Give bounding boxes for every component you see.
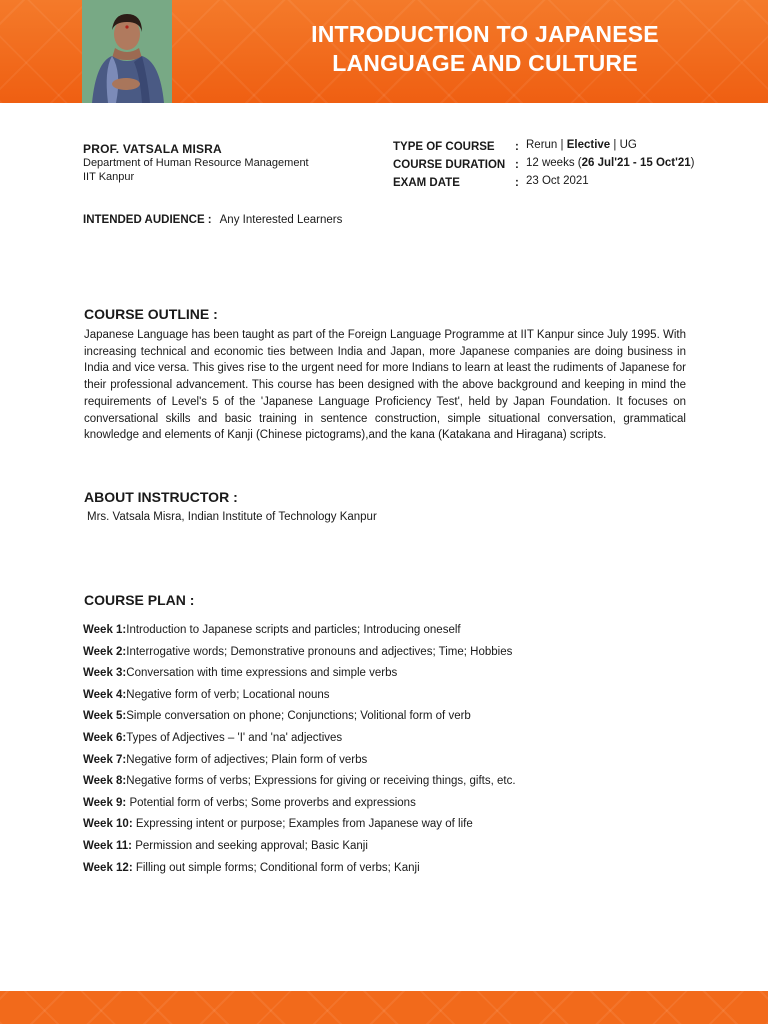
plan-week-row [83,860,703,882]
meta-duration-value-bold: 26 Jul'21 - 15 Oct'21 [581,157,691,169]
plan-week-row [83,708,703,730]
plan-week-row [83,665,703,687]
meta-duration-label: COURSE DURATION [393,159,506,171]
plan-week-row [83,816,703,838]
about-instructor-heading: ABOUT INSTRUCTOR : [84,489,238,505]
plan-week-topic: Interrogative words; Demonstrative pronouns and adjectives; Time; Hobbies [126,645,513,658]
course-plan-list [83,622,703,881]
instructor-department: Department of Human Resource Management [83,157,309,169]
about-instructor-text: Mrs. Vatsala Misra, Indian Institute of Technology Kanpur [87,511,377,523]
plan-week-topic: Conversation with time expressions and simple verbs [126,667,398,680]
instructor-portrait-image [82,0,172,103]
course-title-line-2: LANGUAGE AND CULTURE [332,50,638,76]
instructor-institute: IIT Kanpur [83,171,135,183]
plan-week-row [83,730,703,752]
plan-week-topic: Expressing intent or purpose; Examples from Japanese way of life [132,818,473,831]
plan-week-label: Week 5: [83,710,127,723]
plan-week-topic: Potential form of verbs; Some proverbs and expressions [126,796,416,809]
plan-week-label: Week 7: [83,753,127,766]
meta-type-value-pre: Rerun | [526,139,567,151]
plan-week-topic: Negative form of adjectives; Plain form of verbs [126,753,368,766]
plan-week-topic: Negative form of verb; Locational nouns [126,688,330,701]
meta-type-label: TYPE OF COURSE [393,141,495,153]
instructor-photo [82,0,172,103]
meta-duration-value-pre: 12 weeks ( [526,157,582,169]
course-title [290,20,680,78]
plan-week-row [83,622,703,644]
course-plan-heading: COURSE PLAN : [84,592,195,608]
plan-week-topic: Permission and seeking approval; Basic Kanji [132,839,368,852]
plan-week-topic: Negative forms of verbs; Expressions for giving or receiving things, gifts, etc. [126,775,516,788]
intended-audience [83,214,342,226]
plan-week-label: Week 8: [83,775,127,788]
plan-week-row [83,644,703,666]
meta-type-colon: : [515,141,519,153]
meta-type-value-post: | UG [610,139,637,151]
plan-week-row [83,773,703,795]
meta-type-value [526,139,637,151]
meta-duration-colon: : [515,159,519,171]
outline-heading: COURSE OUTLINE : [84,306,218,322]
plan-week-label: Week 2: [83,645,127,658]
plan-week-topic: Types of Adjectives – 'I' and 'na' adjectives [126,731,343,744]
meta-exam-colon: : [515,177,519,189]
footer-band [0,991,768,1024]
meta-exam-label: EXAM DATE [393,177,460,189]
meta-duration-value [526,157,694,169]
plan-week-label: Week 6: [83,731,127,744]
plan-week-label: Week 4: [83,688,127,701]
meta-exam-value: 23 Oct 2021 [526,175,589,187]
plan-week-label: Week 11: [83,839,133,852]
meta-duration-value-post: ) [690,157,695,169]
plan-week-row [83,687,703,709]
plan-week-label: Week 10: [83,818,133,831]
plan-week-label: Week 12: [83,861,133,874]
plan-week-row [83,795,703,817]
plan-week-topic: Filling out simple forms; Conditional form of verbs; Kanji [132,861,420,874]
plan-week-row [83,838,703,860]
plan-week-label: Week 3: [83,667,127,680]
plan-week-label: Week 9: [83,796,127,809]
audience-label: INTENDED AUDIENCE : [83,214,212,226]
outline-text: Japanese Language has been taught as part of the Foreign Language Programme at IIT Kanpur since July 1995. With increasing technical and economic ties between India and Japan, more Japanese companies are doing business in India and vice versa. This gives rise to the urgent need for more Indians to learn at least the rudiments of Japanese for their professional advancement. This course has been designed with the above background and keeping in mind the requirements of Level's 5 of the 'Japanese Language Proficiency Test', held by Japan Foundation. It focuses on conversational skills and basic training in sentence construction, simple situational conversation, grammatical knowledge and elements of Kanji (Chinese pictograms),and the kana (Katakana and Hiragana) scripts. [84,329,686,442]
audience-value: Any Interested Learners [219,214,343,226]
meta-type-value-bold: Elective [566,139,611,151]
plan-week-topic: Introduction to Japanese scripts and particles; Introducing oneself [126,624,461,636]
plan-week-topic: Simple conversation on phone; Conjunctions; Volitional form of verb [126,710,471,723]
instructor-name: PROF. VATSALA MISRA [83,142,222,156]
plan-week-label: Week 1: [83,624,127,636]
course-title-line-1: INTRODUCTION TO JAPANESE [311,21,659,47]
plan-week-row [83,752,703,774]
